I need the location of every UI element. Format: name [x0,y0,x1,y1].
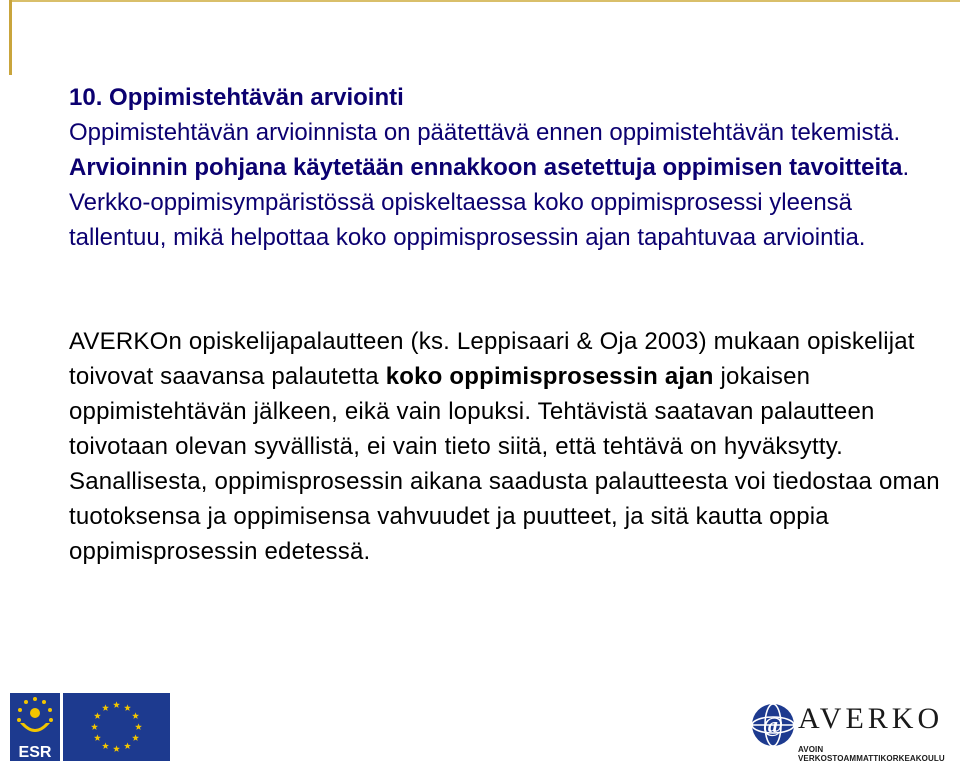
esr-text: ESR [18,744,52,761]
frame-left-border [9,0,12,75]
paragraph-feedback [69,324,949,569]
averko-wordmark: AVERKO [798,702,944,735]
para2-text-1: AVERKOn opiskelijapalautteen (ks. Leppisaari & Oja 2003) mukaan opiskelijat toivovat saavansa palautetta [69,328,915,390]
para2-bold-text: koko oppimisprosessin ajan [385,363,714,390]
para1-text-1: Oppimistehtävän arvioinnista on päätettävä ennen oppimistehtävän tekemistä. [69,119,901,146]
para1-text-2: . Verkko-oppimisympäristössä opiskeltaessa koko oppimisprosessi yleensä tallentuu, mikä helpottaa koko oppimisprosessin ajan tapahtuvaa arviointia. [69,154,910,251]
svg-text:@: @ [762,712,784,737]
averko-subtitle: AVOIN VERKOSTOAMMATTIKORKEAKOULU [798,745,945,763]
paragraph-evaluation [69,115,949,255]
eu-flag-logo [63,693,170,761]
slide-title: 10. Oppimistehtävän arviointi [69,84,404,111]
para2-text-2: jokaisen oppimistehtävän jälkeen, eikä vain lopuksi. Tehtävistä saatavan palautteen toivotaan olevan syvällistä, ei vain tieto siitä, että tehtävä on hyväksytty. Sanallisesta, oppimisprosessin aikana saadusta palautteesta voi tiedostaa oman tuotoksensa ja oppimisensa vahvuudet ja puutteet, ja sitä kautta oppia oppimisprosessin edetessä. [69,363,940,565]
frame-top-border [9,0,960,2]
averko-logo [750,700,950,764]
para1-bold-text: Arvioinnin pohjana käytetään ennakkoon asetettuja oppimisen tavoitteita [69,154,903,181]
slide-content [69,80,949,569]
esr-logo [10,693,60,761]
